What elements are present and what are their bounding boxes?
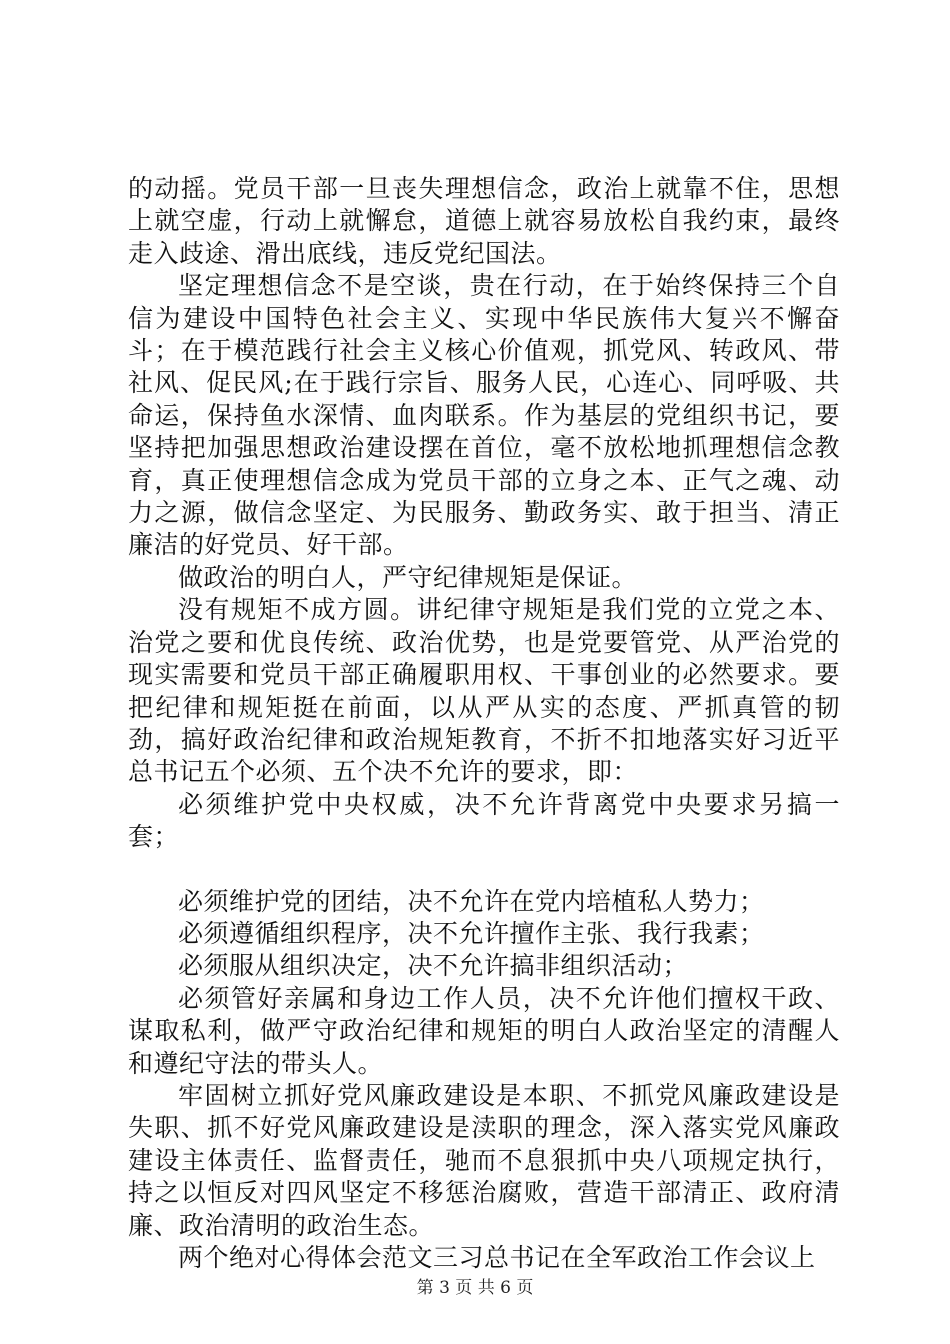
blank-line [128,854,840,886]
paragraph-2: 坚定理想信念不是空谈，贵在行动，在于始终保持三个自信为建设中国特色社会主义、实现中华民族伟大复兴不懈奋斗；在于模范践行社会主义核心价值观，抓党风、转政风、带社风、促民风;在于践行宗旨、服务人民，心连心、同呼吸、共命运，保持鱼水深情、血肉联系。作为基层的党组织书记，要坚持把加强思想政治建设摆在首位，毫不放松地抓理想信念教育，真正使理想信念成为党员干部的立身之本、正气之魂、动力之源，做信念坚定、为民服务、勤政务实、敢于担当、清正廉洁的好党员、好干部。 [128,271,840,560]
paragraph-6: 必须维护党的团结，决不允许在党内培植私人势力； [178,886,765,916]
page-footer: 第 3 页 共 6 页 [416,1278,534,1298]
paragraph-1: 的动摇。党员干部一旦丧失理想信念，政治上就靠不住，思想上就空虚，行动上就懈怠，道德上就容易放松自我约束，最终走入歧途、滑出底线，违反党纪国法。 [128,174,840,268]
document-body [128,173,840,1274]
paragraph-11: 两个绝对心得体会范文三习总书记在全军政治工作会议上 [178,1243,816,1272]
paragraph-9: 必须管好亲属和身边工作人员，决不允许他们擅权干政、谋取私利，做严守政治纪律和规矩的明白人政治坚定的清醒人和遵纪守法的带头人。 [128,983,840,1078]
paragraph-10: 牢固树立抓好党风廉政建设是本职、不抓党风廉政建设是失职、抓不好党风廉政建设是渎职的理念，深入落实党风廉政建设主体责任、监督责任，驰而不息狠抓中央八项规定执行，持之以恒反对四风坚定不移惩治腐败，营造干部清正、政府清廉、政治清明的政治生态。 [128,1080,840,1240]
paragraph-8: 必须服从组织决定，决不允许搞非组织活动； [178,951,689,981]
paragraph-4: 没有规矩不成方圆。讲纪律守规矩是我们党的立党之本、治党之要和优良传统、政治优势，也是党要管党、从严治党的现实需要和党员干部正确履职用权、干事创业的必然要求。要把纪律和规矩挺在前面，以从严从实的态度、严抓真管的韧劲，搞好政治纪律和政治规矩教育，不折不扣地落实好习近平总书记五个必须、五个决不允许的要求，即： [128,595,840,787]
paragraph-5: 必须维护党中央权威，决不允许背离党中央要求另搞一套； [128,789,840,852]
paragraph-7: 必须遵循组织程序，决不允许擅作主张、我行我素； [178,918,765,948]
paragraph-3: 做政治的明白人，严守纪律规矩是保证。 [178,562,638,592]
